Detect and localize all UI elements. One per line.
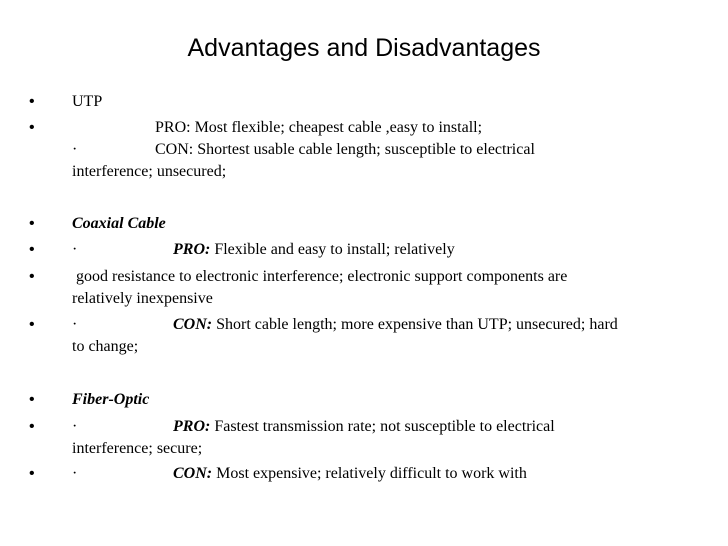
bullet-icon: • — [29, 119, 35, 136]
coaxial-cont-line2: relatively inexpensive — [72, 290, 213, 307]
coaxial-con-continuation: to change; — [72, 338, 139, 355]
pro-label: PRO: — [173, 241, 211, 258]
fiber-pro-continuation: interference; secure; — [72, 440, 203, 457]
dot-marker: · — [72, 465, 78, 482]
bullet-icon: • — [29, 268, 35, 285]
coaxial-con-text: Short cable length; more expensive than UTP; unsecured; hard — [216, 316, 618, 333]
bullet-icon: • — [29, 93, 35, 110]
bullet-icon: • — [29, 391, 35, 408]
utp-con-continuation: interference; unsecured; — [72, 163, 227, 180]
coaxial-pro — [173, 240, 455, 260]
fiber-con — [173, 464, 527, 484]
fiber-con-text: Most expensive; relatively difficult to work with — [216, 465, 527, 482]
coaxial-pro-text: Flexible and easy to install; relatively — [214, 241, 455, 258]
fiber-pro — [173, 417, 555, 437]
bullet-icon: • — [29, 215, 35, 232]
fiber-heading: Fiber-Optic — [72, 391, 150, 408]
coaxial-heading: Coaxial Cable — [72, 215, 166, 232]
con-label: CON: — [173, 316, 213, 333]
pro-label: PRO: — [173, 418, 211, 435]
coaxial-cont-line1: good resistance to electronic interference; electronic support components are — [72, 268, 568, 285]
bullet-icon: • — [29, 241, 35, 258]
bullet-icon: • — [29, 418, 35, 435]
dot-marker: · — [72, 418, 78, 435]
dot-marker: · — [72, 241, 78, 258]
slide-title: Advantages and Disadvantages — [187, 34, 541, 62]
utp-con-text: CON: Shortest usable cable length; susceptible to electrical — [155, 141, 535, 158]
utp-pro-text: PRO: Most flexible; cheapest cable ,easy to install; — [155, 119, 483, 136]
dot-marker: · — [72, 141, 78, 158]
utp-heading: UTP — [72, 93, 103, 110]
coaxial-con — [173, 315, 618, 335]
fiber-pro-text: Fastest transmission rate; not susceptible to electrical — [214, 418, 555, 435]
bullet-icon: • — [29, 465, 35, 482]
dot-marker: · — [72, 316, 78, 333]
con-label: CON: — [173, 465, 213, 482]
bullet-icon: • — [29, 316, 35, 333]
